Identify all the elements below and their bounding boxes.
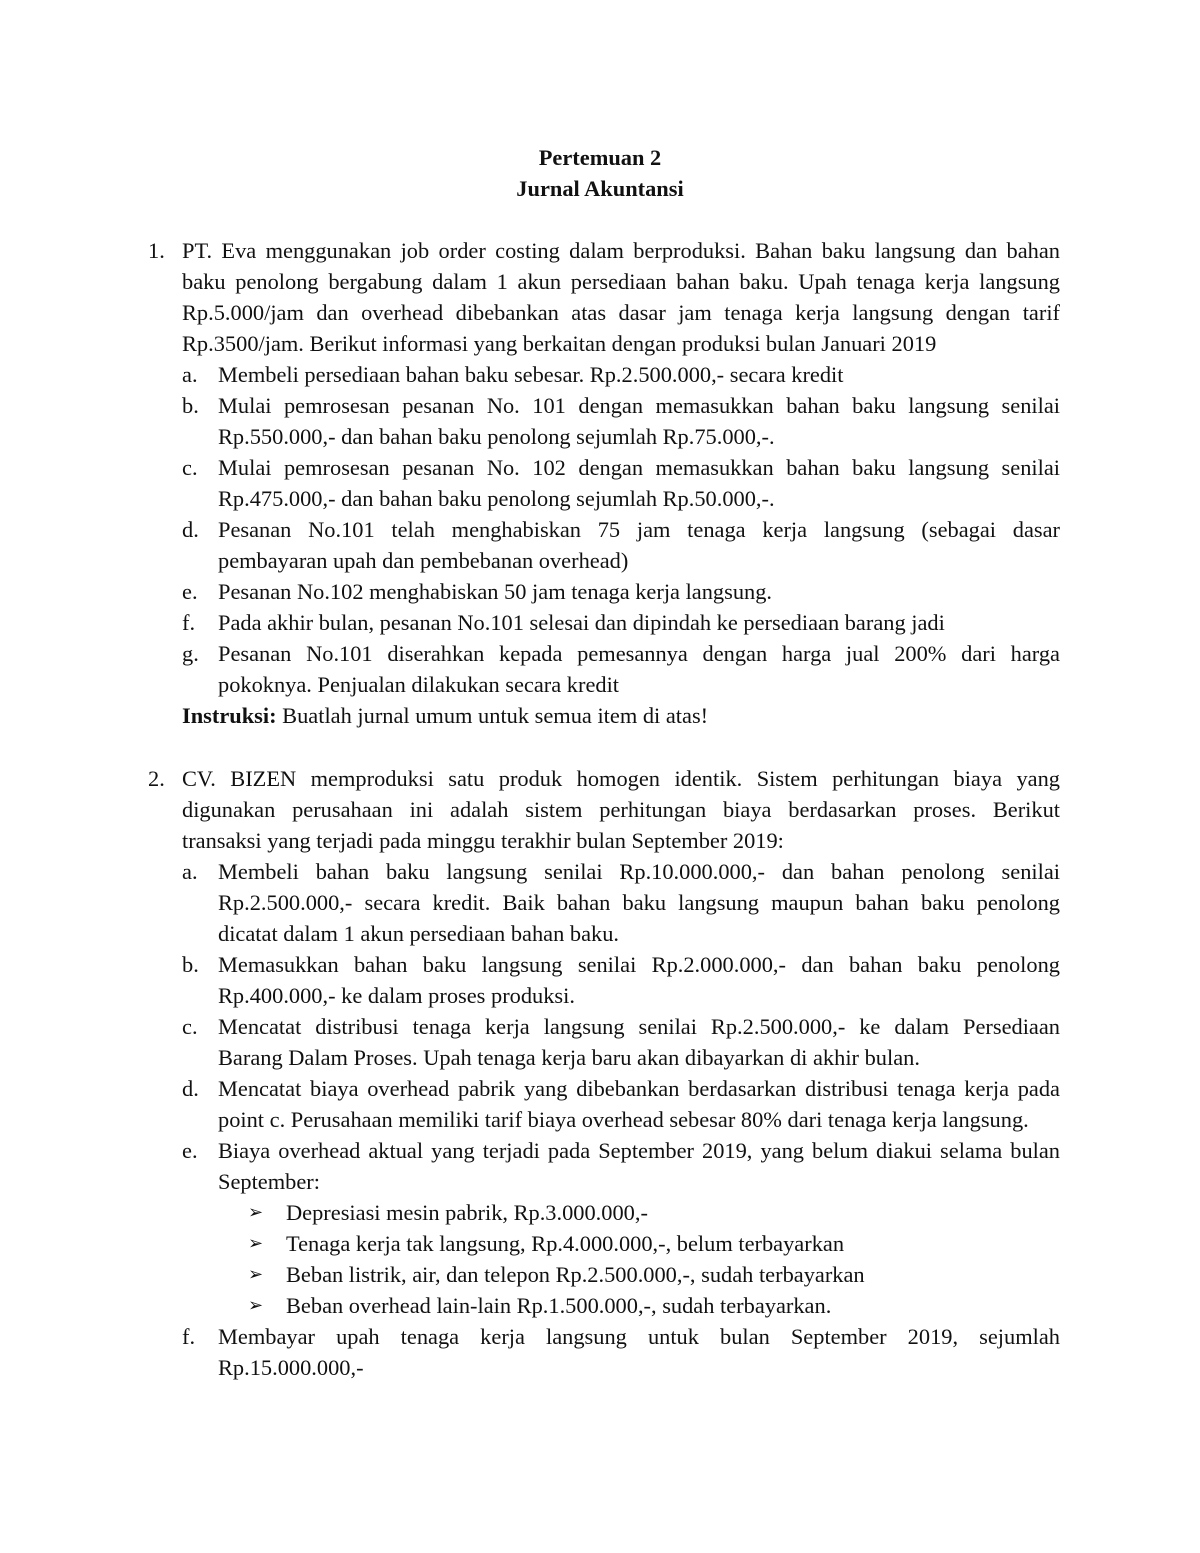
arrowhead-bullet-icon: ➢: [248, 1202, 264, 1223]
item-letter: c.: [182, 455, 198, 480]
item-line: September:: [218, 1169, 320, 1194]
question-intro-line: CV. BIZEN memproduksi satu produk homogen identik. Sistem perhitungan biaya yang: [182, 766, 1060, 791]
list-item: [182, 359, 1060, 390]
item-letter: b.: [182, 952, 199, 977]
item-letter: e.: [182, 579, 198, 604]
item-letter: g.: [182, 641, 199, 666]
item-letter: c.: [182, 1014, 198, 1039]
arrowhead-bullet-icon: ➢: [248, 1233, 264, 1254]
question-intro-line: Rp.3500/jam. Berikut informasi yang berkaitan dengan produksi bulan Januari 2019: [182, 331, 937, 356]
item-line: Mulai pemrosesan pesanan No. 101 dengan memasukkan bahan baku langsung senilai: [218, 393, 1060, 418]
list-item: [182, 576, 1060, 607]
item-line: Mencatat distribusi tenaga kerja langsung senilai Rp.2.500.000,- ke dalam Persediaan: [218, 1014, 1060, 1039]
question-intro-line: baku penolong bergabung dalam 1 akun persediaan bahan baku. Upah tenaga kerja langsung: [182, 269, 1060, 294]
list-item: [182, 638, 1060, 700]
item-line: Rp.475.000,- dan bahan baku penolong sejumlah Rp.50.000,-.: [218, 486, 775, 511]
bullet-text: Tenaga kerja tak langsung, Rp.4.000.000,-, belum terbayarkan: [286, 1231, 845, 1256]
item-line: Rp.2.500.000,- secara kredit. Baik bahan baku langsung maupun bahan baku penolong: [218, 890, 1060, 915]
list-item: [182, 1321, 1060, 1383]
item-line: Biaya overhead aktual yang terjadi pada September 2019, yang belum diakui selama bulan: [218, 1138, 1060, 1163]
bullet-item: [248, 1228, 1060, 1259]
question-2: [148, 763, 1060, 1383]
item-line: Pesanan No.102 menghabiskan 50 jam tenaga kerja langsung.: [218, 579, 773, 604]
page-subtitle: Jurnal Akuntansi: [516, 176, 684, 201]
list-item: [182, 1073, 1060, 1135]
item-letter: b.: [182, 393, 199, 418]
item-letter: a.: [182, 859, 198, 884]
item-line: Pesanan No.101 diserahkan kepada pemesannya dengan harga jual 200% dari harga: [218, 641, 1060, 666]
list-item: [182, 949, 1060, 1011]
instruction: [182, 700, 1060, 731]
bullet-text: Beban overhead lain-lain Rp.1.500.000,-, sudah terbayarkan.: [286, 1293, 832, 1318]
bullet-text: Beban listrik, air, dan telepon Rp.2.500.000,-, sudah terbayarkan: [286, 1262, 865, 1287]
list-item: [182, 856, 1060, 949]
question-1: [148, 235, 1060, 731]
item-line: Membeli bahan baku langsung senilai Rp.10.000.000,- dan bahan penolong senilai: [218, 859, 1060, 884]
question-number: 2.: [148, 766, 165, 791]
list-item: [182, 514, 1060, 576]
list-item: [182, 390, 1060, 452]
list-item: [182, 607, 1060, 638]
page-title: Pertemuan 2: [538, 145, 662, 170]
item-line: Memasukkan bahan baku langsung senilai Rp.2.000.000,- dan bahan baku penolong: [218, 952, 1060, 977]
item-line: Rp.550.000,- dan bahan baku penolong sejumlah Rp.75.000,-.: [218, 424, 775, 449]
item-line: Mulai pemrosesan pesanan No. 102 dengan memasukkan bahan baku langsung senilai: [218, 455, 1060, 480]
question-intro-line: digunakan perusahaan ini adalah sistem perhitungan biaya berdasarkan proses. Berikut: [182, 797, 1060, 822]
item-line: Pesanan No.101 telah menghabiskan 75 jam tenaga kerja langsung (sebagai dasar: [218, 517, 1060, 542]
item-letter: e.: [182, 1138, 198, 1163]
question-item-list: [182, 359, 1060, 700]
item-line: point c. Perusahaan memiliki tarif biaya overhead sebesar 80% dari tenaga kerja langsung.: [218, 1107, 1029, 1132]
arrowhead-bullet-icon: ➢: [248, 1264, 264, 1285]
bullet-list: [218, 1197, 1060, 1321]
item-line: dicatat dalam 1 akun persediaan bahan baku.: [218, 921, 619, 946]
arrowhead-bullet-icon: ➢: [248, 1295, 264, 1316]
question-intro-line: Rp.5.000/jam dan overhead dibebankan atas dasar jam tenaga kerja langsung dengan tarif: [182, 300, 1060, 325]
item-letter: a.: [182, 362, 198, 387]
question-intro-line: PT. Eva menggunakan job order costing dalam berproduksi. Bahan baku langsung dan bahan: [182, 238, 1060, 263]
question-intro-line: transaksi yang terjadi pada minggu terakhir bulan September 2019:: [182, 828, 784, 853]
question-body: [182, 763, 1060, 1383]
bullet-text: Depresiasi mesin pabrik, Rp.3.000.000,-: [286, 1200, 648, 1225]
item-letter: d.: [182, 517, 199, 542]
bullet-item: [248, 1290, 1060, 1321]
item-letter: f.: [182, 1324, 196, 1349]
instruction-label: Instruksi:: [182, 703, 277, 728]
item-line: Rp.15.000.000,-: [218, 1355, 364, 1380]
item-line: Barang Dalam Proses. Upah tenaga kerja baru akan dibayarkan di akhir bulan.: [218, 1045, 920, 1070]
item-line: Membeli persediaan bahan baku sebesar. Rp.2.500.000,- secara kredit: [218, 362, 844, 387]
instruction-text: Buatlah jurnal umum untuk semua item di atas!: [276, 703, 709, 728]
question-item-list: [182, 856, 1060, 1383]
question-number: 1.: [148, 238, 165, 263]
list-item: [182, 1011, 1060, 1073]
item-line: Mencatat biaya overhead pabrik yang dibebankan berdasarkan distribusi tenaga kerja pada: [218, 1076, 1060, 1101]
item-line: pembayaran upah dan pembebanan overhead): [218, 548, 629, 573]
item-line: Membayar upah tenaga kerja langsung untuk bulan September 2019, sejumlah: [218, 1324, 1060, 1349]
bullet-item: [248, 1197, 1060, 1228]
list-item: [182, 452, 1060, 514]
list-item: [182, 1135, 1060, 1321]
item-line: pokoknya. Penjualan dilakukan secara kredit: [218, 672, 620, 697]
item-letter: f.: [182, 610, 196, 635]
item-letter: d.: [182, 1076, 199, 1101]
question-body: [182, 235, 1060, 731]
bullet-item: [248, 1259, 1060, 1290]
item-line: Rp.400.000,- ke dalam proses produksi.: [218, 983, 575, 1008]
item-line: Pada akhir bulan, pesanan No.101 selesai dan dipindah ke persediaan barang jadi: [218, 610, 945, 635]
